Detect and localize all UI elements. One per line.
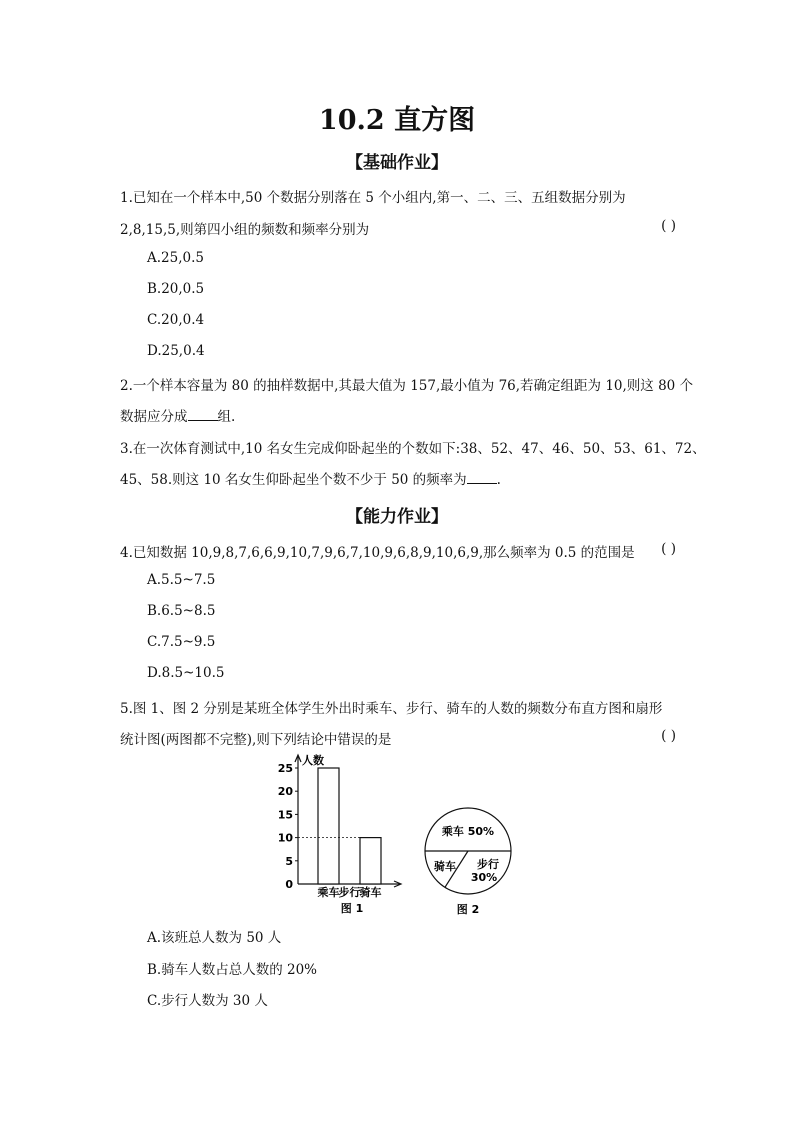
y-tick-label: 15 <box>277 808 293 822</box>
question-3-line-2 <box>120 468 501 488</box>
page-title: 10.2 直方图 <box>318 105 476 136</box>
histogram-figure-1 <box>276 750 406 920</box>
x-category-label: 步行 <box>338 886 361 899</box>
figure-caption: 图 2 <box>456 903 480 916</box>
question-4-answer-paren: ( ) <box>661 541 676 557</box>
question-5-line-1: 5.图 1、图 2 分别是某班全体学生外出时乘车、步行、骑车的人数的频数分布直方图和扇形 <box>120 701 663 717</box>
question-5-line-2: 统计图(两图都不完整),则下列结论中错误的是 <box>120 732 392 748</box>
question-1-line-1: 1.已知在一个样本中,50 个数据分别落在 5 个小组内,第一、二、三、五组数据分别为 <box>120 190 626 206</box>
y-axis-label: 人数 <box>302 754 324 767</box>
pie-label-walk: 步行 <box>477 858 499 871</box>
question-1-option-b: B.20,0.5 <box>147 281 205 297</box>
pie-label-ride: 乘车 50% <box>441 825 495 838</box>
question-2-line-1: 2.一个样本容量为 80 的抽样数据中,其最大值为 157,最小值为 76,若确定组距为 10,则这 80 个 <box>120 378 694 394</box>
question-3-text-after-blank: . <box>496 472 501 488</box>
question-1-option-d: D.25,0.4 <box>147 343 205 359</box>
question-5-answer-paren: ( ) <box>661 728 676 744</box>
question-1-answer-paren: ( ) <box>661 218 676 234</box>
bar-1 <box>318 768 339 884</box>
question-3-text-before-blank: 45、58.则这 10 名女生仰卧起坐个数不少于 50 的频率为 <box>120 472 467 488</box>
x-category-label: 骑车 <box>359 886 382 899</box>
bar-3 <box>360 838 381 884</box>
pie-label-walk-percent: 30% <box>470 871 498 884</box>
question-4-line-1: 4.已知数据 10,9,8,7,6,6,9,10,7,9,6,7,10,9,6,8,9,10,6,9,那么频率为 0.5 的范围是 <box>120 545 635 561</box>
question-5-option-c: C.步行人数为 30 人 <box>147 993 268 1009</box>
y-tick-label: 5 <box>285 854 293 868</box>
question-1-line-2: 2,8,15,5,则第四小组的频数和频率分别为 <box>120 222 370 238</box>
question-2-line-2 <box>120 405 235 425</box>
y-tick-label: 10 <box>277 831 293 845</box>
question-4-option-d: D.8.5~10.5 <box>147 665 225 681</box>
y-tick-label: 20 <box>277 785 293 799</box>
question-5-option-b: B.骑车人数占总人数的 20% <box>147 962 318 978</box>
y-tick-label: 25 <box>277 762 293 775</box>
question-2-text-before-blank: 数据应分成 <box>120 409 188 425</box>
pie-chart-figure-2 <box>418 806 518 920</box>
question-1-option-c: C.20,0.4 <box>147 312 205 328</box>
question-3-line-1: 3.在一次体育测试中,10 名女生完成仰卧起坐的个数如下:38、52、47、46、50、53、61、72、 <box>120 441 706 457</box>
section-heading-basic: 【基础作业】 <box>346 153 448 173</box>
question-4-option-b: B.6.5~8.5 <box>147 603 216 619</box>
figure-caption: 图 1 <box>340 902 364 915</box>
question-4-option-a: A.5.5~7.5 <box>147 572 216 588</box>
question-2-text-after-blank: 组. <box>217 409 236 425</box>
section-heading-ability: 【能力作业】 <box>346 507 448 527</box>
question-5-option-a: A.该班总人数为 50 人 <box>147 930 282 946</box>
question-4-option-c: C.7.5~9.5 <box>147 634 216 650</box>
answer-blank <box>467 471 497 484</box>
x-category-label: 乘车 <box>317 886 340 899</box>
y-tick-label: 0 <box>285 878 293 891</box>
pie-label-bike: 骑车 <box>434 860 456 873</box>
answer-blank <box>188 408 218 421</box>
question-1-option-a: A.25,0.5 <box>147 250 204 266</box>
